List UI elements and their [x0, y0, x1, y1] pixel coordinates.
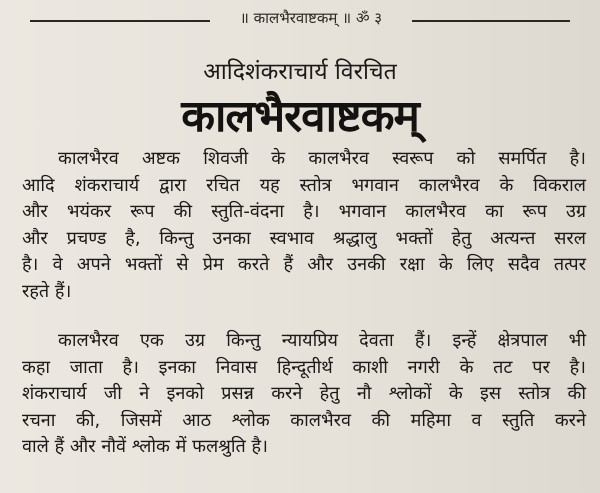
running-title: ॥ कालभैरवाष्टकम् ॥ ॐ ३: [239, 9, 383, 27]
paragraph-2: [22, 328, 586, 461]
paragraph-line: कहा जाता है। इनका निवास हिन्दूतीर्थ काशी नगरी के तट पर है।: [22, 356, 586, 378]
paragraph-line: रहते हैं।: [22, 280, 72, 302]
paragraph-line: रचना की, जिसमें आठ श्लोक कालभैरव की महिमा व स्तुति करने: [22, 409, 586, 431]
paragraph-line: कालभैरव एक उग्र किन्तु न्यायप्रिय देवता हैं। इन्हें क्षेत्रपाल भी: [58, 330, 586, 351]
paragraph-line: वाले हैं और नौवें श्लोक में फलश्रुति है।: [22, 436, 268, 457]
header-rule-left: [30, 20, 210, 22]
paragraph-line: आदि शंकराचार्य द्वारा रचित यह स्तोत्र भगवान कालभैरव के विकराल: [22, 174, 586, 196]
paragraph-1: [22, 146, 586, 305]
paragraph-line: शंकराचार्य जी ने इनको प्रसन्न करने हेतु नौ श्लोकों के इस स्तोत्र की: [22, 383, 586, 404]
page-header: [0, 6, 600, 32]
page-title: कालभैरवाष्टकम्: [181, 91, 419, 142]
subtitle: आदिशंकराचार्य विरचित: [203, 59, 397, 85]
paragraph-line: और भयंकर रूप की स्तुति-वंदना है। भगवान कालभैरव का रूप उग्र: [22, 201, 586, 222]
paragraph-line: है। वे अपने भक्तों से प्रेम करते हैं और उनकी रक्षा के लिए सदैव तत्पर: [22, 254, 586, 275]
paragraph-line: कालभैरव अष्टक शिवजी के कालभैरव स्वरूप को समर्पित है।: [58, 148, 586, 169]
paragraph-line: और प्रचण्ड है, किन्तु उनका स्वभाव श्रद्धालु भक्तों हेतु अत्यन्त सरल: [22, 227, 586, 249]
header-rule-right: [412, 20, 570, 22]
